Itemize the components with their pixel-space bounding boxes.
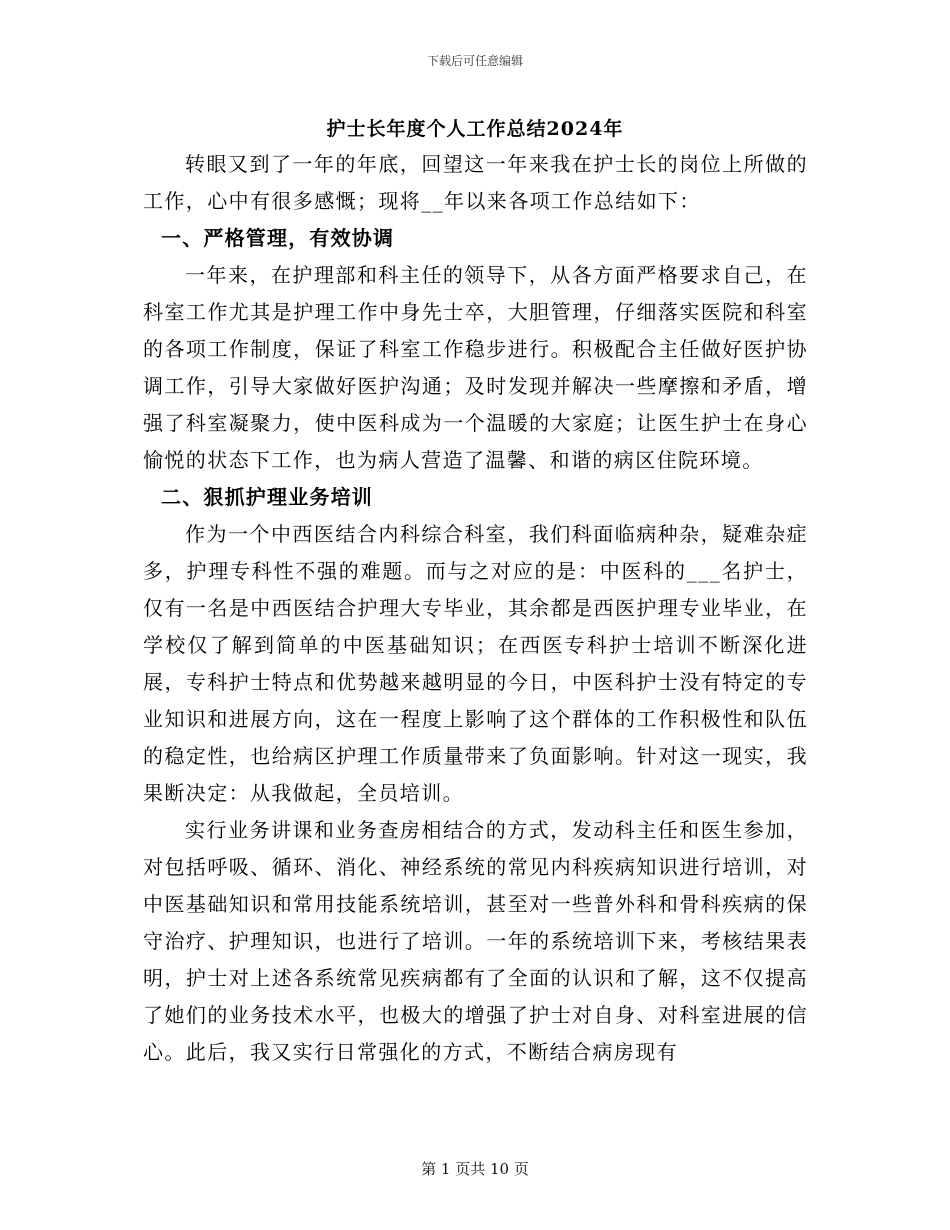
section-1-paragraph: 一年来，在护理部和科主任的领导下，从各方面严格要求自己，在科室工作尤其是护理工作中身先士卒，大胆管理，仔细落实医院和科室的各项工作制度，保证了科室工作稳步进行。积极配合主任做好医护协调工作，引导大家做好医护沟通；及时发现并解决一些摩擦和矛盾，增强了科室凝聚力，使中医科成为一个温暖的大家庭；让医生护士在身心愉悦的状态下工作，也为病人营造了温馨、和谐的病区住院环境。 <box>143 263 808 472</box>
section-1-heading: 一、严格管理，有效协调 <box>161 226 395 250</box>
section-2-paragraph-2: 实行业务讲课和业务查房相结合的方式，发动科主任和医生参加，对包括呼吸、循环、消化、神经系统的常见内科疾病知识进行培训，对中医基础知识和常用技能系统培训，甚至对一些普外科和骨科疾病的保守治疗、护理知识，也进行了培训。一年的系统培训下来，考核结果表明，护士对上述各系统常见疾病都有了全面的认识和了解，这不仅提高了她们的业务技术水平，也极大的增强了护士对自身、对科室进展的信心。此后，我又实行日常强化的方式，不断结合病房现有 <box>143 818 808 1064</box>
document-body <box>143 146 808 1071</box>
header-note: 下载后可任意编辑 <box>426 54 523 68</box>
intro-paragraph: 转眼又到了一年的年底，回望这一年来我在护士长的岗位上所做的工作，心中有很多感慨；现将__年以来各项工作总结如下： <box>143 152 808 213</box>
page-footer: 第 1 页共 10 页 <box>421 1160 529 1178</box>
document-title: 护士长年度个人工作总结2024年 <box>326 118 624 140</box>
section-2-heading: 二、狠抓护理业务培训 <box>161 485 373 509</box>
section-2-paragraph-1: 作为一个中西医结合内科综合科室，我们科面临病种杂，疑难杂症多，护理专科性不强的难题。而与之对应的是：中医科的___名护士，仅有一名是中西医结合护理大专毕业，其余都是西医护理专业毕业，在学校仅了解到简单的中医基础知识；在西医专科护士培训不断深化进展，专科护士特点和优势越来越明显的今日，中医科护士没有特定的专业知识和进展方向，这在一程度上影响了这个群体的工作积极性和队伍的稳定性，也给病区护理工作质量带来了负面影响。针对这一现实，我果断决定：从我做起，全员培训。 <box>143 522 808 805</box>
